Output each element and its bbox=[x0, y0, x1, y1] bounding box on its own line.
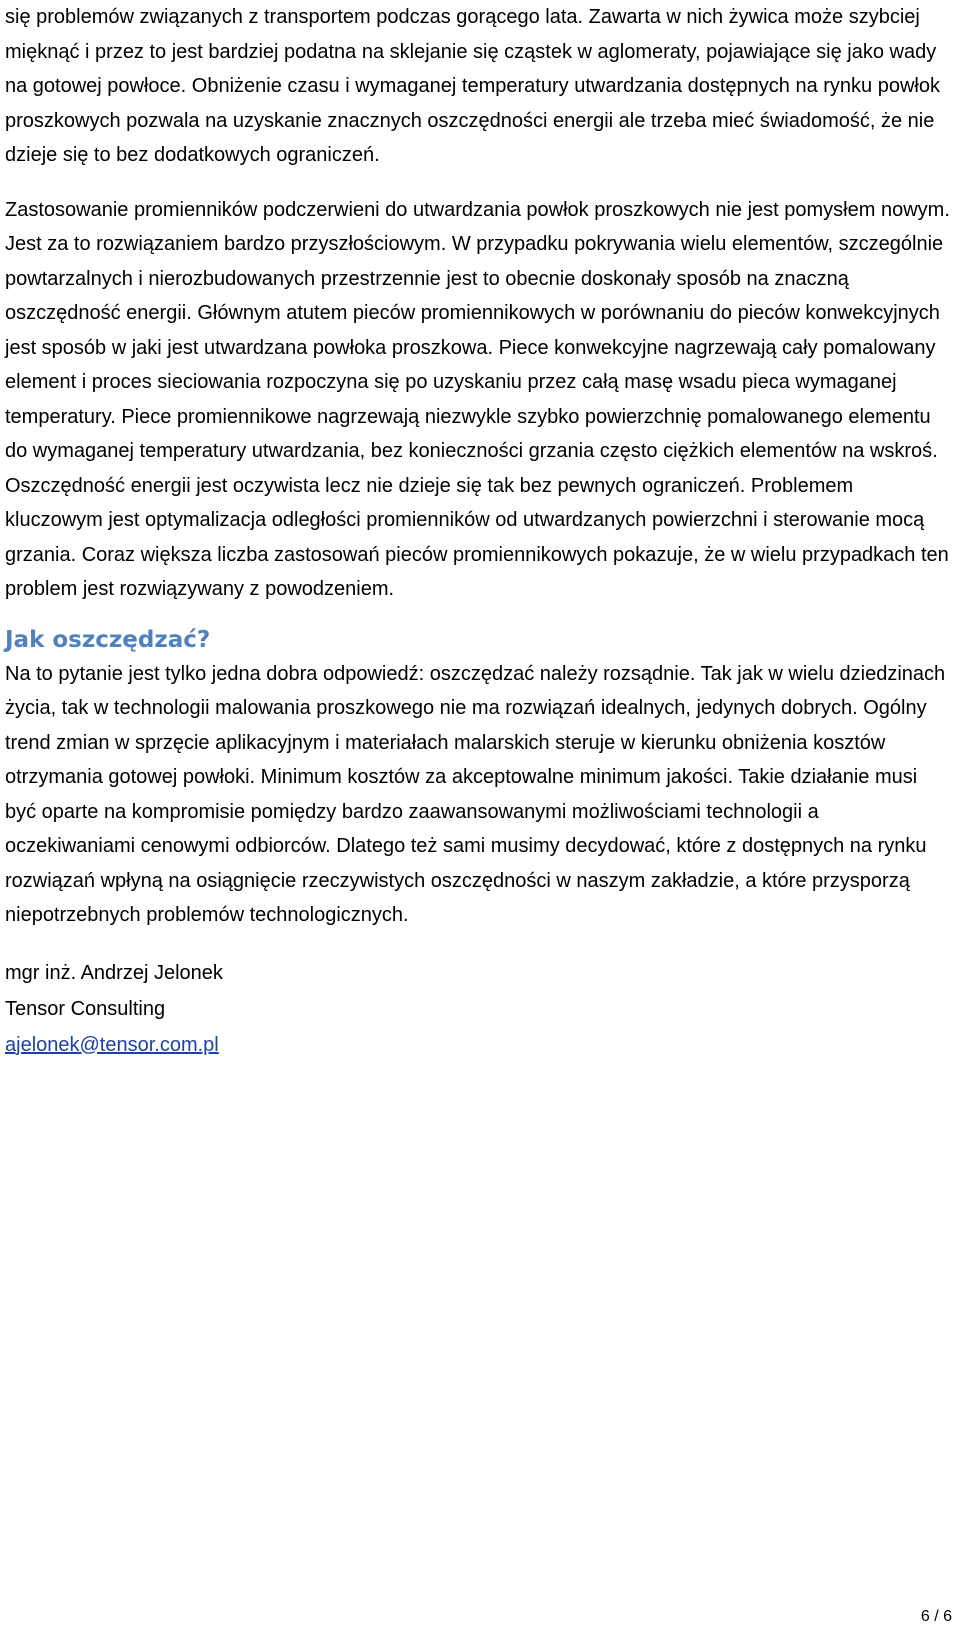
paragraph-transport-problems: się problemów związanych z transportem podczas gorącego lata. Zawarta w nich żywica może szybciej mięknąć i przez to jest bardziej podatna na sklejanie się cząstek w aglomeraty, pojawiające się jako wady na gotowej powłoce. Obniżenie czasu i wymaganej temperatury utwardzania dostępnych na rynku powłok proszkowych pozwala na uzyskanie znacznych oszczędności energii ale trzeba mieć świadomość, że nie dzieje się to bez dodatkowych ograniczeń. bbox=[5, 6, 940, 166]
paragraph-infrared-emitters: Zastosowanie promienników podczerwieni do utwardzania powłok proszkowych nie jest pomysłem nowym. Jest za to rozwiązaniem bardzo przyszłościowym. W przypadku pokrywania wielu elementów, szczególnie powtarzalnych i nierozbudowanych przestrzennie jest to obecnie doskonały sposób na znaczną oszczędność energii. Głównym atutem pieców promiennikowych w porównaniu do pieców konwekcyjnych jest sposób w jaki jest utwardzana powłoka proszkowa. Piece konwekcyjne nagrzewają cały pomalowany element i proces sieciowania rozpoczyna się po uzyskaniu przez całą masę wsadu pieca wymaganej temperatury. Piece promiennikowe nagrzewają niezwykle szybko powierzchnię pomalowanego elementu do wymaganej temperatury utwardzania, bez konieczności grzania często ciężkich elementów na wskroś. Oszczędność energii jest oczywista lecz nie dzieje się tak bez pewnych ograniczeń. Problemem kluczowym jest optymalizacja odległości promienników od utwardzanych powierzchni i sterowanie mocą grzania. Coraz większa liczba zastosowań pieców promiennikowych pokazuje, że w wielu przypadkach ten problem jest rozwiązywany z powodzeniem. bbox=[5, 198, 950, 600]
section-heading-how-to-save: Jak oszczędzać? bbox=[5, 626, 211, 653]
author-email-link[interactable]: ajelonek@tensor.com.pl bbox=[5, 1033, 219, 1056]
author-company: Tensor Consulting bbox=[5, 997, 166, 1020]
author-name: mgr inż. Andrzej Jelonek bbox=[5, 961, 223, 984]
paragraph-how-to-save: Na to pytanie jest tylko jedna dobra odpowiedź: oszczędzać należy rozsądnie. Tak jak w wielu dziedzinach życia, tak w technologii malowania proszkowego nie ma rozwiązań idealnych, jedynych dobrych. Ogólny trend zmian w sprzęcie aplikacyjnym i materiałach malarskich steruje w kierunku obniżenia kosztów otrzymania gotowej powłoki. Minimum kosztów za akceptowalne minimum jakości. Takie działanie musi być oparte na kompromisie pomiędzy bardzo zaawansowanymi możliwościami technologii a oczekiwaniami cenowymi odbiorców. Dlatego też sami musimy decydować, które z dostępnych na rynku rozwiązań wpłyną na osiągnięcie rzeczywistych oszczędności w naszym zakładzie, a które przysporzą niepotrzebnych problemów technologicznych. bbox=[5, 662, 946, 926]
page-number: 6 / 6 bbox=[920, 1608, 952, 1625]
author-signature bbox=[5, 955, 953, 1063]
document-page bbox=[5, 0, 953, 1063]
